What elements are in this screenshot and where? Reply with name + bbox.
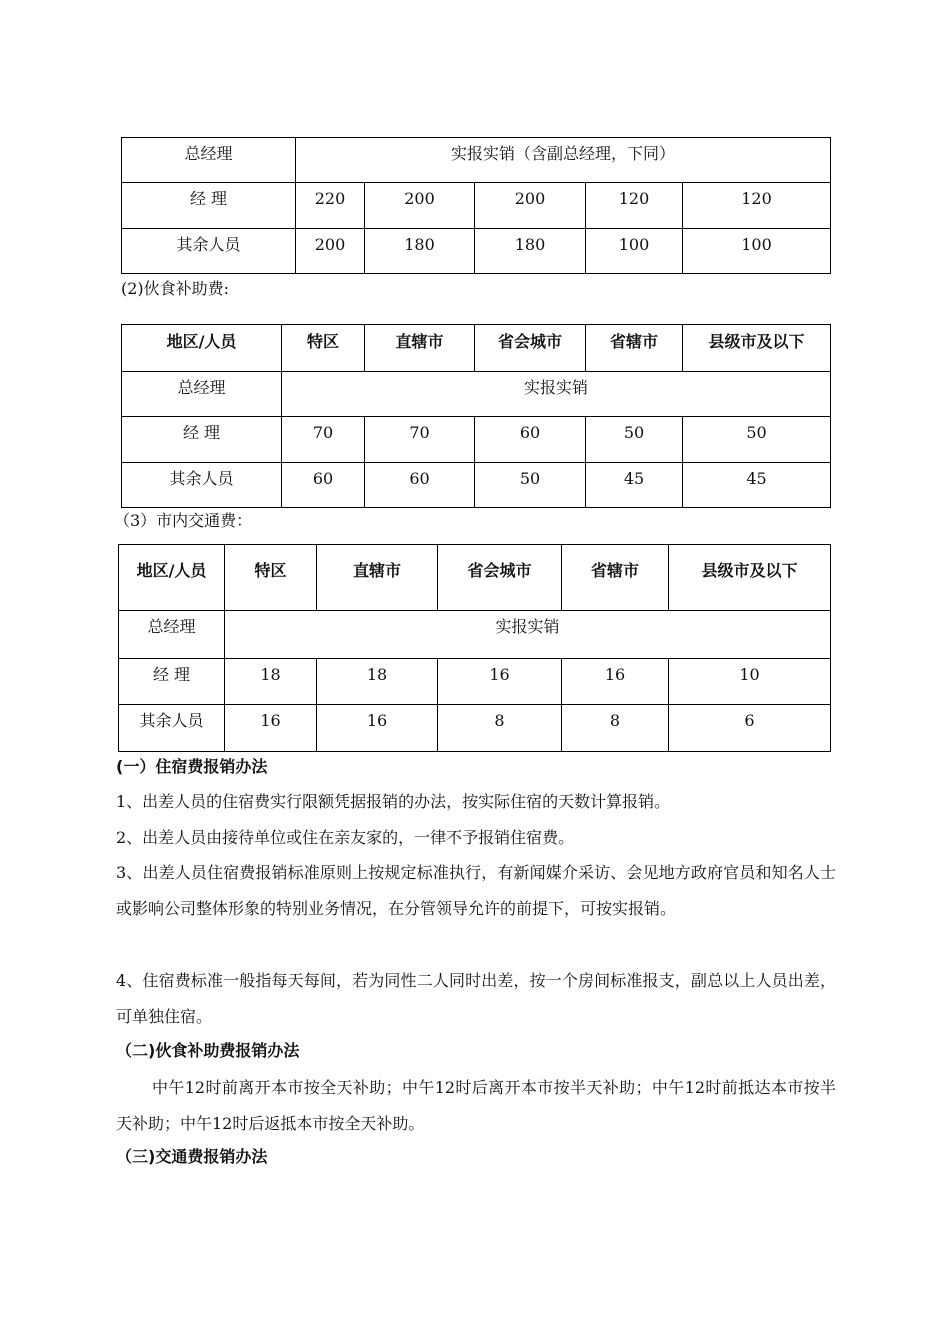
- table-cell: 50: [586, 417, 683, 463]
- column-header: 直辖市: [365, 325, 475, 372]
- table-cell: 220: [296, 183, 365, 229]
- meal-allowance-table: [121, 324, 831, 508]
- table-header-row: [119, 545, 831, 611]
- table-cell: 16: [317, 705, 438, 752]
- table-cell: 120: [586, 183, 683, 229]
- table-cell: 18: [225, 659, 317, 705]
- table-cell: 16: [562, 659, 669, 705]
- table-cell: 16: [438, 659, 562, 705]
- section-heading-lodging: (一）住宿费报销办法: [116, 757, 268, 776]
- merged-cell: 实报实销: [282, 372, 831, 417]
- table-cell: 120: [683, 183, 831, 229]
- table-row: [122, 417, 831, 463]
- column-header: 特区: [225, 545, 317, 611]
- table-cell: 8: [562, 705, 669, 752]
- section-heading-meal: （二)伙食补助费报销办法: [116, 1041, 300, 1060]
- table-cell: 50: [475, 463, 586, 508]
- row-label: 其余人员: [119, 705, 225, 752]
- row-label: 总经理: [122, 372, 282, 417]
- column-header: 省辖市: [586, 325, 683, 372]
- paragraph: 1、出差人员的住宿费实行限额凭据报销的办法，按实际住宿的天数计算报销。: [116, 792, 671, 811]
- table-row: [122, 463, 831, 508]
- merged-cell: 实报实销: [225, 611, 831, 659]
- table-row: [119, 705, 831, 752]
- merged-cell: 实报实销（含副总经理，下同）: [296, 138, 831, 183]
- table-cell: 6: [669, 705, 831, 752]
- table-row: [122, 372, 831, 417]
- table-row: [122, 183, 831, 229]
- row-label: 经 理: [119, 659, 225, 705]
- table-cell: 10: [669, 659, 831, 705]
- table-cell: 18: [317, 659, 438, 705]
- row-label: 经 理: [122, 183, 296, 229]
- table-cell: 16: [225, 705, 317, 752]
- row-label: 总经理: [122, 138, 296, 183]
- table-header-row: [122, 325, 831, 372]
- column-header: 县级市及以下: [669, 545, 831, 611]
- table-cell: 180: [365, 229, 475, 274]
- section-heading-transport: （三)交通费报销办法: [116, 1147, 268, 1166]
- paragraph: 3、出差人员住宿费报销标准原则上按规定标准执行，有新闻媒介采访、会见地方政府官员和知名人士或影响公司整体形象的特别业务情况，在分管领导允许的前提下，可按实报销。: [116, 863, 836, 918]
- table-cell: 180: [475, 229, 586, 274]
- row-label: 总经理: [119, 611, 225, 659]
- local-transport-table: [118, 544, 831, 752]
- row-label: 其余人员: [122, 229, 296, 274]
- table-row: [122, 229, 831, 274]
- row-label: 其余人员: [122, 463, 282, 508]
- table-cell: 50: [683, 417, 831, 463]
- lodging-standard-table: [121, 137, 831, 274]
- table-row: [119, 659, 831, 705]
- table-cell: 8: [438, 705, 562, 752]
- column-header: 地区/人员: [119, 545, 225, 611]
- table-row: [122, 138, 831, 183]
- column-header: 县级市及以下: [683, 325, 831, 372]
- column-header: 省辖市: [562, 545, 669, 611]
- table-cell: 60: [475, 417, 586, 463]
- column-header: 特区: [282, 325, 365, 372]
- transport-caption: （3）市内交通费：: [114, 511, 253, 530]
- table-cell: 45: [586, 463, 683, 508]
- paragraph: 中午12时前离开本市按全天补助；中午12时后离开本市按半天补助；中午12时前抵达本市按半天补助；中午12时后返抵本市按全天补助。: [116, 1078, 836, 1133]
- column-header: 省会城市: [438, 545, 562, 611]
- table-cell: 60: [282, 463, 365, 508]
- table-cell: 200: [365, 183, 475, 229]
- table-cell: 70: [282, 417, 365, 463]
- table-cell: 100: [586, 229, 683, 274]
- row-label: 经 理: [122, 417, 282, 463]
- table-cell: 70: [365, 417, 475, 463]
- paragraph: 4、住宿费标准一般指每天每间，若为同性二人同时出差，按一个房间标准报支，副总以上人员出差，可单独住宿。: [116, 971, 836, 1026]
- table-cell: 60: [365, 463, 475, 508]
- table-cell: 45: [683, 463, 831, 508]
- table-row: [119, 611, 831, 659]
- column-header: 省会城市: [475, 325, 586, 372]
- table-cell: 200: [475, 183, 586, 229]
- meal-allowance-caption: (2)伙食补助费:: [121, 279, 230, 298]
- paragraph: 2、出差人员由接待单位或住在亲友家的，一律不予报销住宿费。: [116, 828, 575, 847]
- table-cell: 200: [296, 229, 365, 274]
- column-header: 地区/人员: [122, 325, 282, 372]
- column-header: 直辖市: [317, 545, 438, 611]
- table-cell: 100: [683, 229, 831, 274]
